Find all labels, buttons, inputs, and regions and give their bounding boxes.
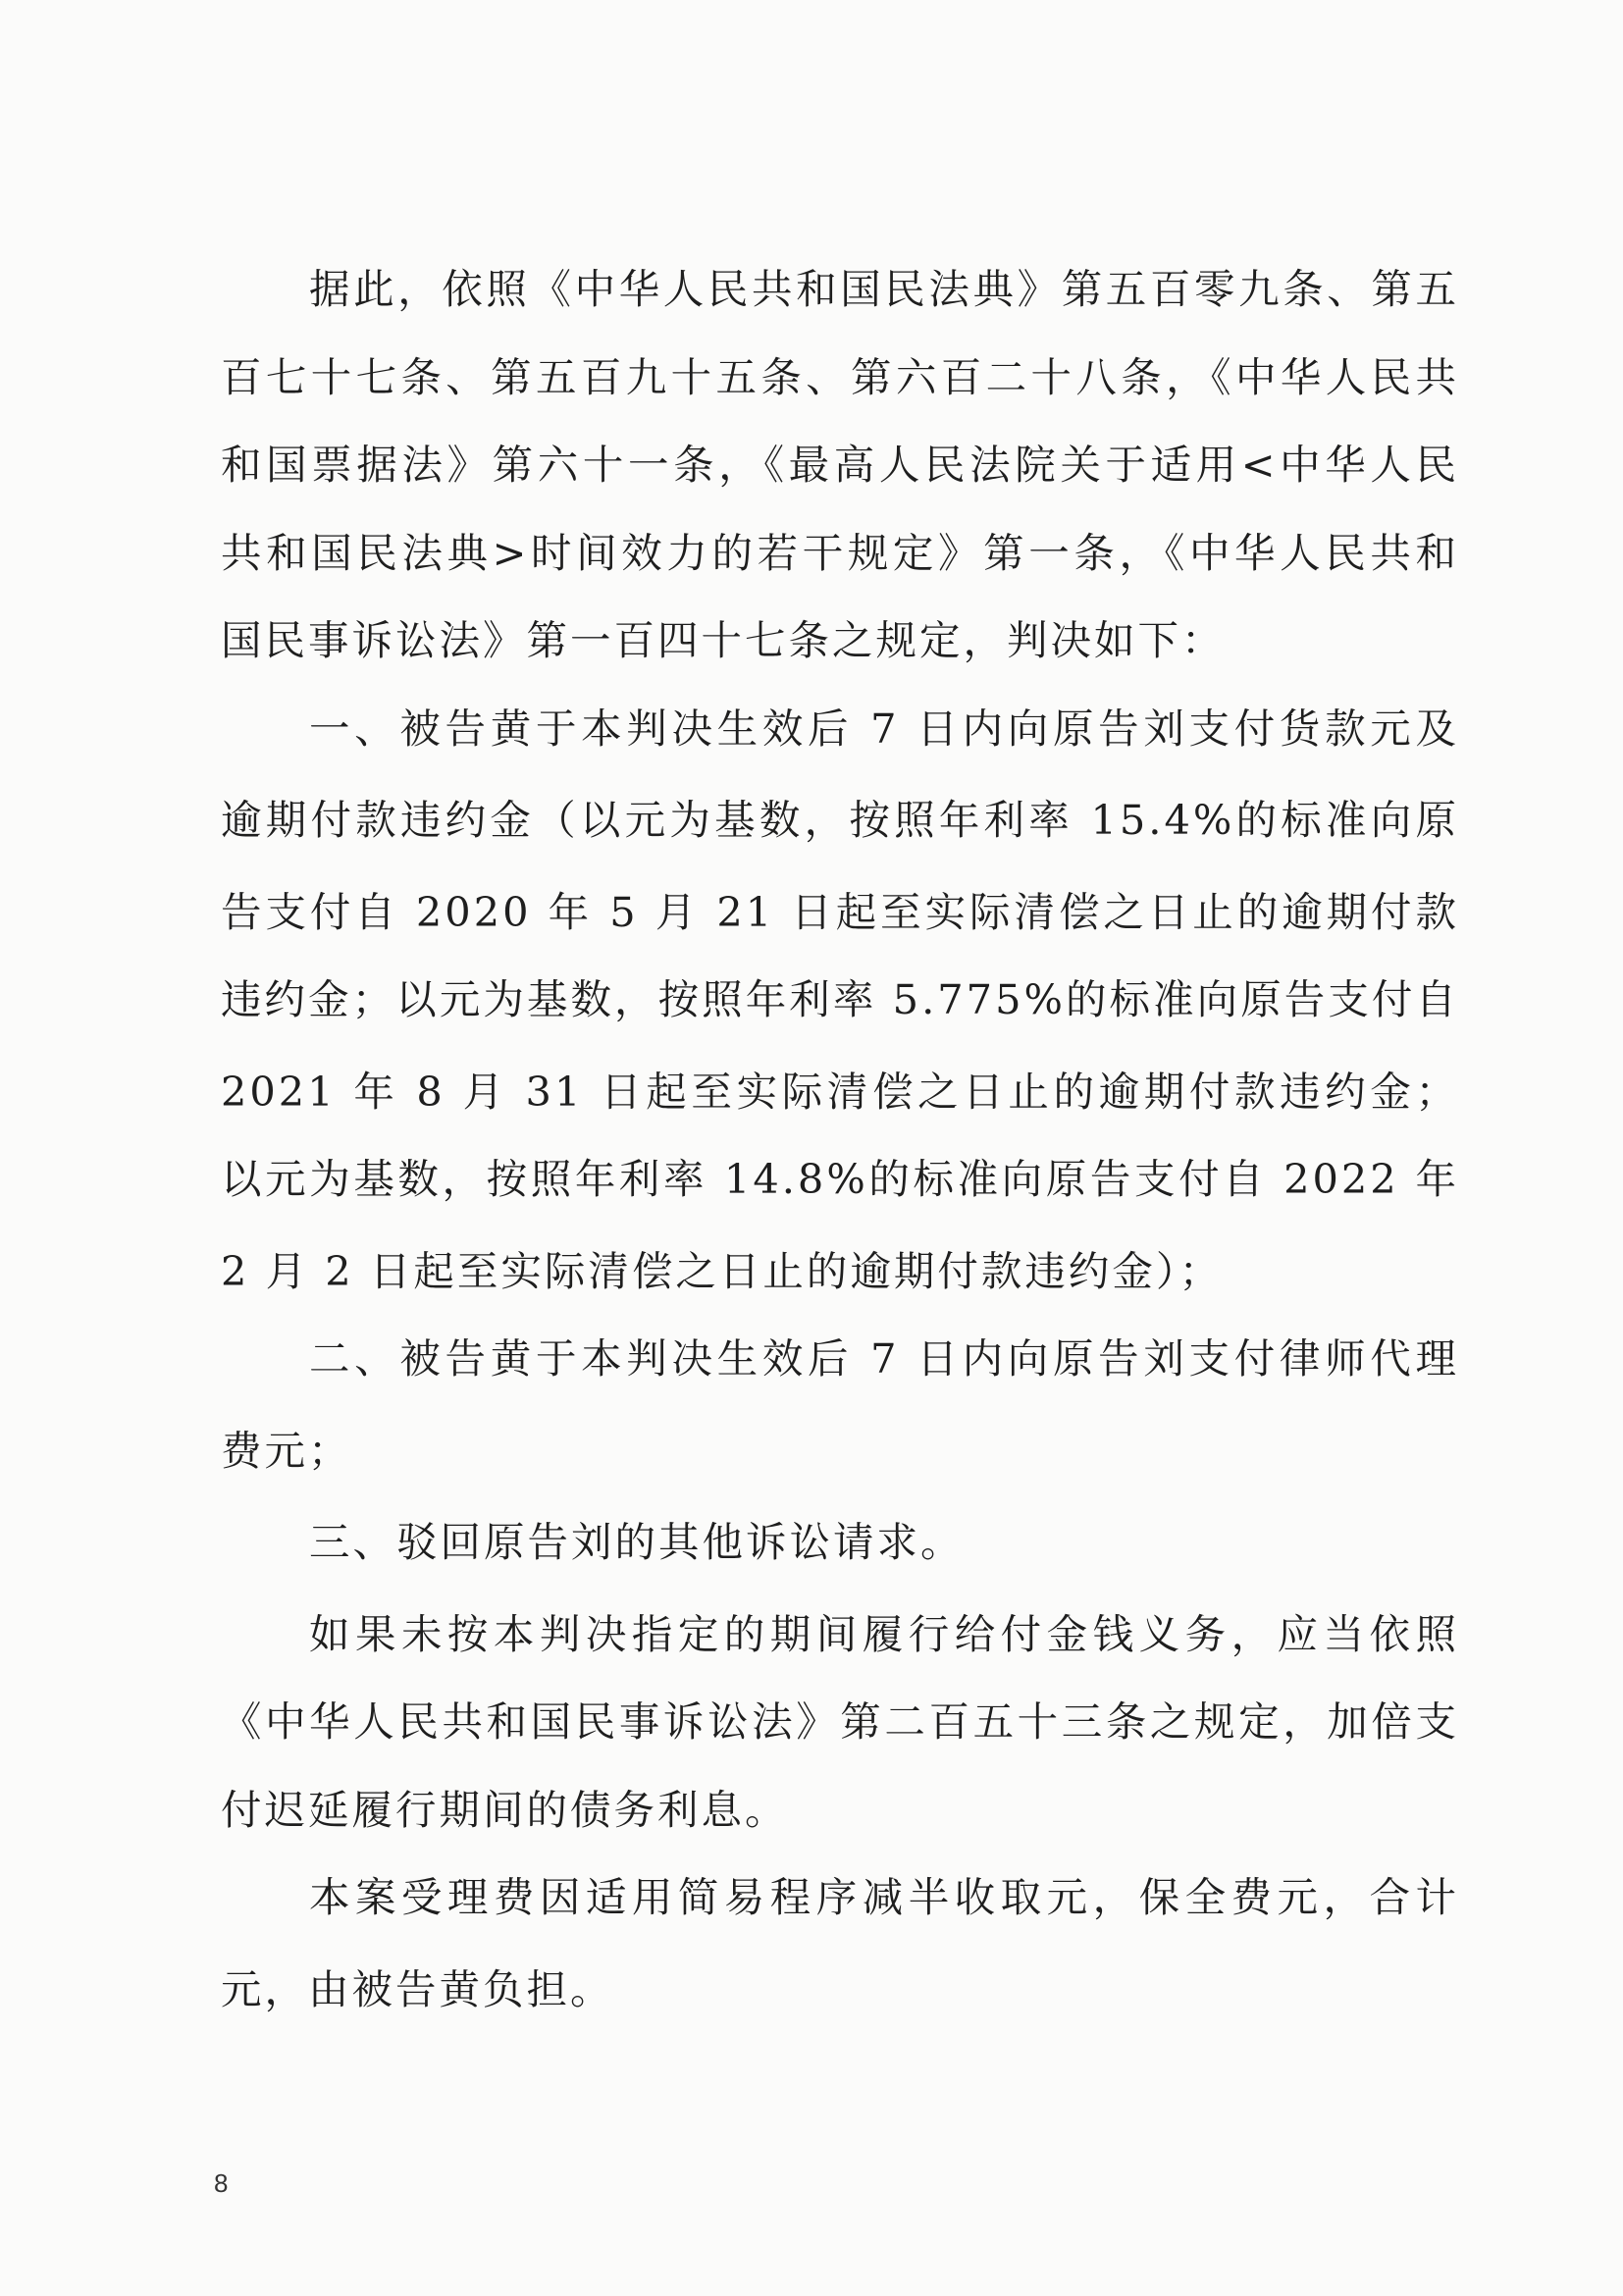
paragraph-text: 负担。 (483, 1964, 614, 2013)
paragraph-fees (221, 1853, 1459, 2037)
paragraph-text: 支付货款 (1188, 704, 1371, 753)
paragraph-text: 于本判决生效后 7 日内向原告刘 (535, 704, 1189, 753)
paragraph-text: 三、驳回原告刘 (309, 1518, 615, 1566)
paragraph-text: 支付律师代理费 (221, 1334, 1459, 1475)
paragraph-item-2 (221, 1315, 1459, 1498)
paragraph-text: 如果未按本判决指定的期间履行给付金钱义务，应当依照《中华人民共和国民事诉讼法》第二百五十三条之规定，加倍支付迟延履行期间的债务利息。 (221, 1609, 1459, 1834)
paragraph-basis (221, 245, 1459, 685)
paragraph-item-1 (221, 685, 1459, 1316)
paragraph-text: 元，合计 (1277, 1873, 1459, 1921)
paragraph-delay-interest (221, 1591, 1459, 1854)
paragraph-text: 本案受理费因适用简易程序减半收取 (309, 1873, 1047, 1921)
judgment-body (221, 245, 1459, 2037)
paragraph-text: 元为基数，按照年利率 5.775%的标准向原告支付自 2021 年 8 月 31 日起至实际清偿之日止的逾期付款违约金；以 (221, 975, 1459, 1203)
paragraph-text: 元； (264, 1426, 352, 1475)
paragraph-text: 据此，依照《中华人民共和国民法典》第五百零九条、第五百七十七条、第五百九十五条、第六百二十八条，《中华人民共和国票据法》第六十一条，《最高人民法院关于适用<中华人民共和国民法典>时间效力的若干规定》第一条，《中华人民共和国民事诉讼法》第一百四十七条之规定，判决如下： (221, 265, 1459, 664)
paragraph-text: 于本判决生效后 7 日内向原告刘 (535, 1334, 1189, 1383)
paragraph-text: 一、被告黄 (309, 704, 536, 753)
paragraph-text: 的其他诉讼请求。 (614, 1518, 965, 1566)
paragraph-text: 元，保全费 (1046, 1873, 1278, 1921)
paragraph-item-3 (221, 1498, 1459, 1591)
paragraph-text: 二、被告黄 (309, 1334, 536, 1383)
page-number: 8 (214, 2168, 229, 2198)
paragraph-text: 元为基数，按照年利率 14.8%的标准向原告支付自 2022 年 2 月 2 日起至实际清偿之日止的逾期付款违约金）； (221, 1155, 1459, 1295)
paragraph-text: 元，由被告黄 (221, 1964, 484, 2013)
paragraph-text: 元为基数，按照年利率 15.4%的标准向原告支付自 2020 年 5 月 21 日起至实际清偿之日止的逾期付款违约金；以 (221, 796, 1459, 1023)
paragraph-text: 元及逾期付款违约金（以 (221, 704, 1459, 844)
